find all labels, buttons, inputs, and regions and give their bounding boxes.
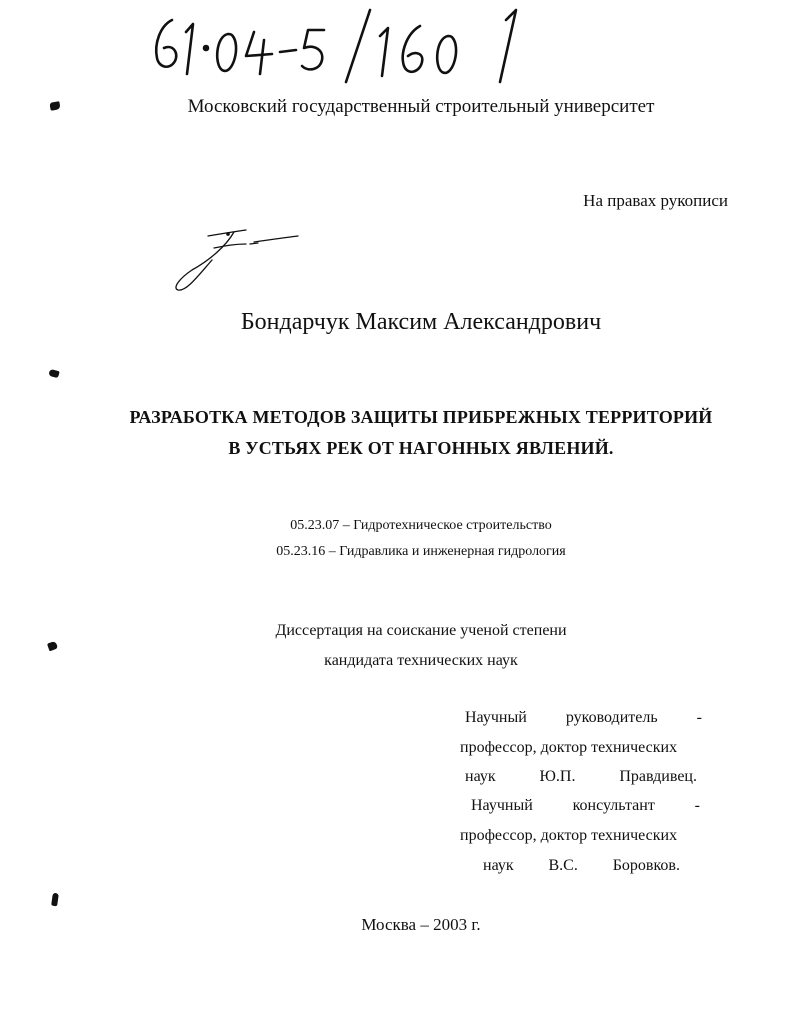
handwritten-shelfmark <box>148 6 528 86</box>
supervisor-title-text: профессор, доктор технических <box>460 739 678 756</box>
consultant-name <box>483 857 680 875</box>
city-and-year: Москва – 2003 г. <box>361 915 481 934</box>
supervisor-surname: Правдивец. <box>619 768 697 785</box>
consultant-role-word-1: Научный <box>471 797 533 814</box>
specialty-code-2: 05.23.16 – Гидравлика и инженерная гидрология <box>276 544 566 559</box>
supervisor-title <box>460 739 702 757</box>
dissertation-title-line-1: РАЗРАБОТКА МЕТОДОВ ЗАЩИТЫ ПРИБРЕЖНЫХ ТЕРРИТОРИЙ <box>129 407 713 427</box>
supervisor-sciences-word: наук <box>465 768 496 785</box>
consultant-surname: Боровков. <box>612 857 680 874</box>
author-signature <box>168 226 308 296</box>
specialty-code-1: 05.23.07 – Гидротехническое строительство <box>290 518 552 533</box>
consultant-role <box>471 797 700 815</box>
degree-statement-line-2: кандидата технических наук <box>324 652 518 669</box>
supervisor-name <box>465 768 697 786</box>
supervisor-initials: Ю.П. <box>539 768 576 785</box>
binding-hole-mark <box>48 369 59 378</box>
consultant-title-text: профессор, доктор технических <box>460 827 678 844</box>
supervisor-role-word-1: Научный <box>465 709 527 726</box>
consultant-initials: В.С. <box>548 857 578 874</box>
binding-hole-mark <box>51 893 59 907</box>
consultant-role-dash: - <box>694 797 700 814</box>
university-name: Московский государственный строительный университет <box>187 96 655 117</box>
author-name: Бондарчук Максим Александрович <box>240 309 602 335</box>
consultant-sciences-word: наук <box>483 857 514 874</box>
binding-hole-mark <box>47 641 58 652</box>
manuscript-rights-notice: На правах рукописи <box>583 191 728 210</box>
supervisor-role <box>465 709 702 727</box>
dissertation-title-line-2: В УСТЬЯХ РЕК ОТ НАГОННЫХ ЯВЛЕНИЙ. <box>228 438 614 458</box>
consultant-title <box>460 827 702 845</box>
consultant-role-word-2: консультант <box>572 797 655 814</box>
degree-statement-line-1: Диссертация на соискание ученой степени <box>275 622 567 639</box>
supervisor-role-word-2: руководитель <box>565 709 658 726</box>
supervisor-role-dash: - <box>696 709 702 726</box>
